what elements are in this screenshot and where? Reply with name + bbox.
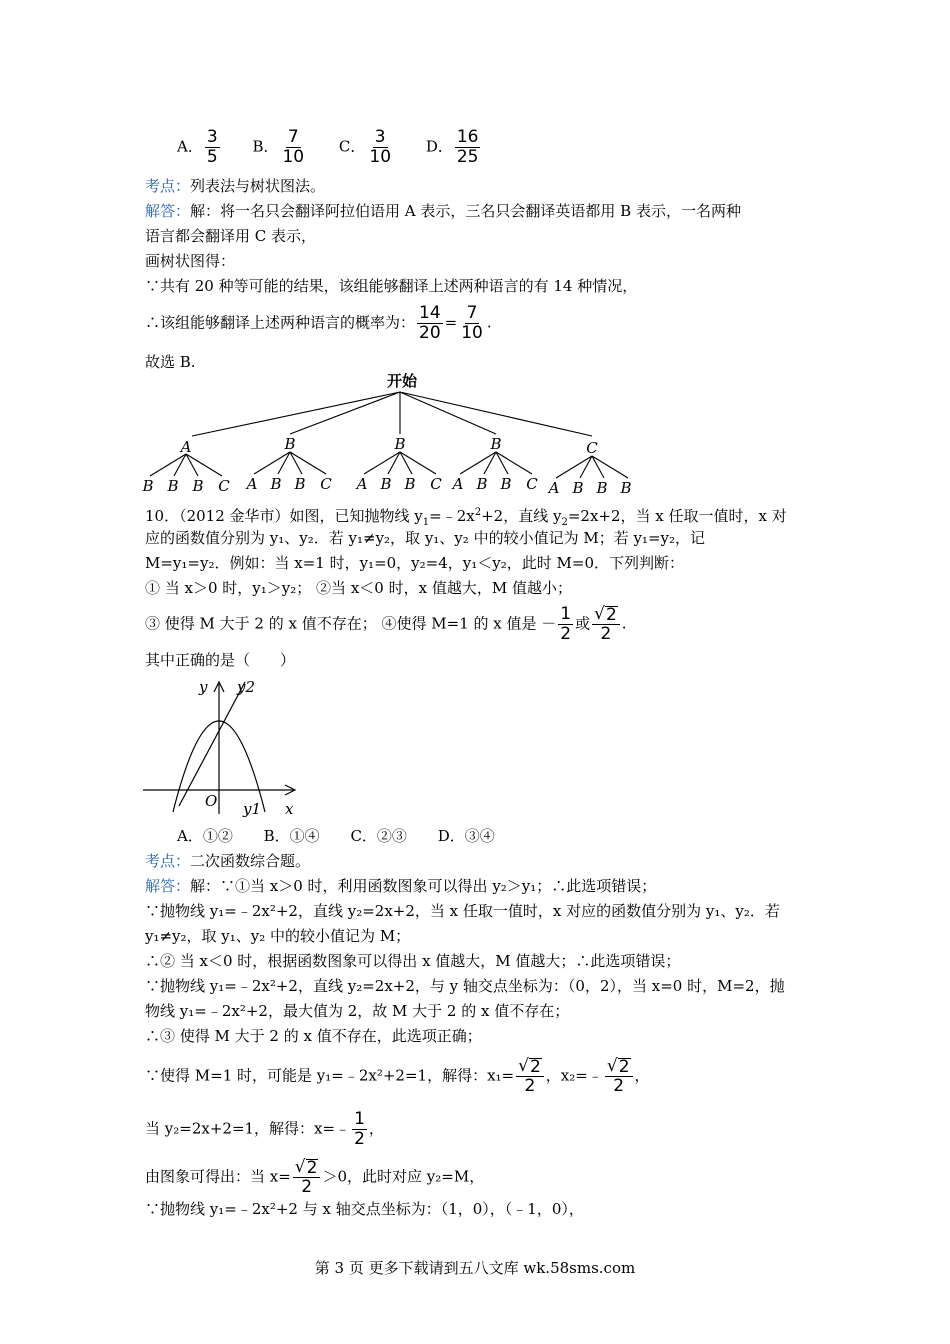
q10-line-4: ① 当 x＞0 时，y₁＞y₂； ②当 x＜0 时，x 值越大，M 值越小； (145, 579, 572, 597)
tree-edges (150, 392, 628, 478)
tree-leaf: B (500, 475, 512, 493)
tree-leaf: B (620, 479, 632, 497)
tree-node: B (284, 435, 296, 453)
q10-sol-9: 当 y₂=2x+2=1，解得：x=﹣ $\frac{1}{2}$ ， (145, 1109, 384, 1149)
q10-sol-10: 由图象可得出：当 x= √ 2 2 ＞0，此时对应 y₂=M， (145, 1157, 485, 1197)
q9-option-d: D． $\frac{16}{25}$ (425, 127, 479, 167)
tree-leaf: A (548, 479, 560, 497)
tree-diagram (140, 368, 640, 500)
tree-leaf: C (430, 475, 442, 493)
tree-leaf: C (218, 477, 230, 495)
q10-option-a: A．①② (177, 827, 233, 845)
q10-sol-2: ∵抛物线 y₁=﹣2x²+2，直线 y₂=2x+2，当 x 任取一值时，x 对应的函数值分别为 y₁、y₂．若 (145, 902, 780, 920)
q9-option-a: A． $\frac{3}{5}$ (177, 127, 218, 167)
graph-label-origin: O (205, 792, 218, 810)
tree-leaf: B (596, 479, 608, 497)
q9-options (177, 128, 508, 167)
q10-line-2: 应的函数值分别为 y₁、y₂．若 y₁≠y₂，取 y₁、y₂ 中的较小值记为 M；若 y₁=y₂，记 (145, 529, 706, 547)
q10-kaodian: 考点：二次函数综合题。 (145, 852, 311, 870)
q9-kaodian: 考点：列表法与树状图法。 (145, 177, 326, 195)
graph-label-y1: y1 (243, 800, 262, 818)
q10-line-6: 其中正确的是（ ） (145, 651, 296, 669)
q9-option-b: B． $\frac{7}{10}$ (252, 127, 305, 167)
tree-leaf: B (380, 475, 392, 493)
q9-option-c: C． $\frac{3}{10}$ (338, 127, 392, 167)
tree-leaf: B (167, 477, 179, 495)
tree-leaf: A (246, 475, 258, 493)
tree-leaf: A (356, 475, 368, 493)
q10-jieda-1: 解答：解：∵①当 x＞0 时，利用函数图象可以得出 y₂＞y₁；∴此选项错误； (145, 877, 657, 895)
q10-sol-6: 物线 y₁=﹣2x²+2，最大值为 2，故 M 大于 2 的 x 值不存在； (145, 1002, 570, 1020)
tree-leaf: B (142, 477, 154, 495)
tree-root: 开始 (386, 372, 418, 390)
tree-node: A (180, 438, 192, 456)
tree-node: B (394, 435, 406, 453)
tree-leaf: B (270, 475, 282, 493)
tree-node: B (490, 435, 502, 453)
page-footer: 第 3 页 更多下载请到五八文库 wk.58sms.com (314, 1259, 636, 1277)
q10-option-b: B．①④ (263, 827, 320, 845)
graph-label-y: y (199, 678, 208, 696)
q10-options (177, 826, 521, 846)
q9-line-5: ∴该组能够翻译上述两种语言的概率为： $\frac{14}{20}$ = $\frac{7}{10}$ . (145, 303, 492, 343)
q10-sol-8: ∵使得 M=1 时，可能是 y₁=﹣2x²+2=1，解得：x₁= √ 2 2 ，x₂=﹣ √ 2 2 ， (145, 1056, 650, 1096)
q9-jieda-2: 语言都会翻译用 C 表示， (145, 227, 317, 245)
graph-label-y2: y2 (237, 678, 256, 696)
tree-leaf: B (192, 477, 204, 495)
q10-sol-5: ∵抛物线 y₁=﹣2x²+2，直线 y₂=2x+2，与 y 轴交点坐标为：（0，2），当 x=0 时，M=2，抛 (145, 977, 785, 995)
line-y2 (179, 682, 245, 806)
tree-leaf: B (294, 475, 306, 493)
q10-line-1: 10．（2012 金华市）如图，已知抛物线 $y_1=﹣2x^2+2$，直线 $y_2=2x+2$，当 x 任取一值时，x 对 (145, 507, 787, 528)
tree-leaf: C (526, 475, 538, 493)
graph-label-x: x (285, 800, 294, 818)
tree-leaf: A (452, 475, 464, 493)
q9-line-3: 画树状图得： (145, 252, 236, 270)
tree-leaf: C (320, 475, 332, 493)
q10-sol-4: ∴② 当 x＜0 时，根据函数图象可以得出 x 值越大，M 值越大；∴此选项错误； (145, 952, 681, 970)
q9-line-6: 故选 B. (145, 353, 196, 371)
q10-line-5: ③ 使得 M 大于 2 的 x 值不存在； ④使得 M=1 的 x 值是 － $\frac{1}{2}$ 或 √ 2 2 . (145, 604, 627, 644)
q10-sol-7: ∴③ 使得 M 大于 2 的 x 值不存在，此选项正确； (145, 1027, 482, 1045)
q10-sol-3: y₁≠y₂，取 y₁、y₂ 中的较小值记为 M； (145, 927, 411, 945)
function-graph (143, 674, 303, 822)
q10-line-3: M=y₁=y₂．例如：当 x=1 时，y₁=0，y₂=4，y₁＜y₂，此时 M=0．下列判断： (145, 554, 684, 572)
q10-option-c: C．②③ (350, 827, 407, 845)
q9-line-4: ∵共有 20 种等可能的结果，该组能够翻译上述两种语言的有 14 种情况， (145, 277, 638, 295)
q10-sol-11: ∵抛物线 y₁=﹣2x²+2 与 x 轴交点坐标为：（1，0），（﹣1，0）， (145, 1200, 584, 1218)
tree-leaf: B (404, 475, 416, 493)
tree-leaf: B (476, 475, 488, 493)
tree-leaf: B (572, 479, 584, 497)
q10-option-d: D．③④ (437, 827, 495, 845)
q9-jieda-1: 解答：解：将一名只会翻译阿拉伯语用 A 表示，三名只会翻译英语都用 B 表示，一名两种 (145, 202, 741, 220)
tree-node: C (586, 439, 598, 457)
